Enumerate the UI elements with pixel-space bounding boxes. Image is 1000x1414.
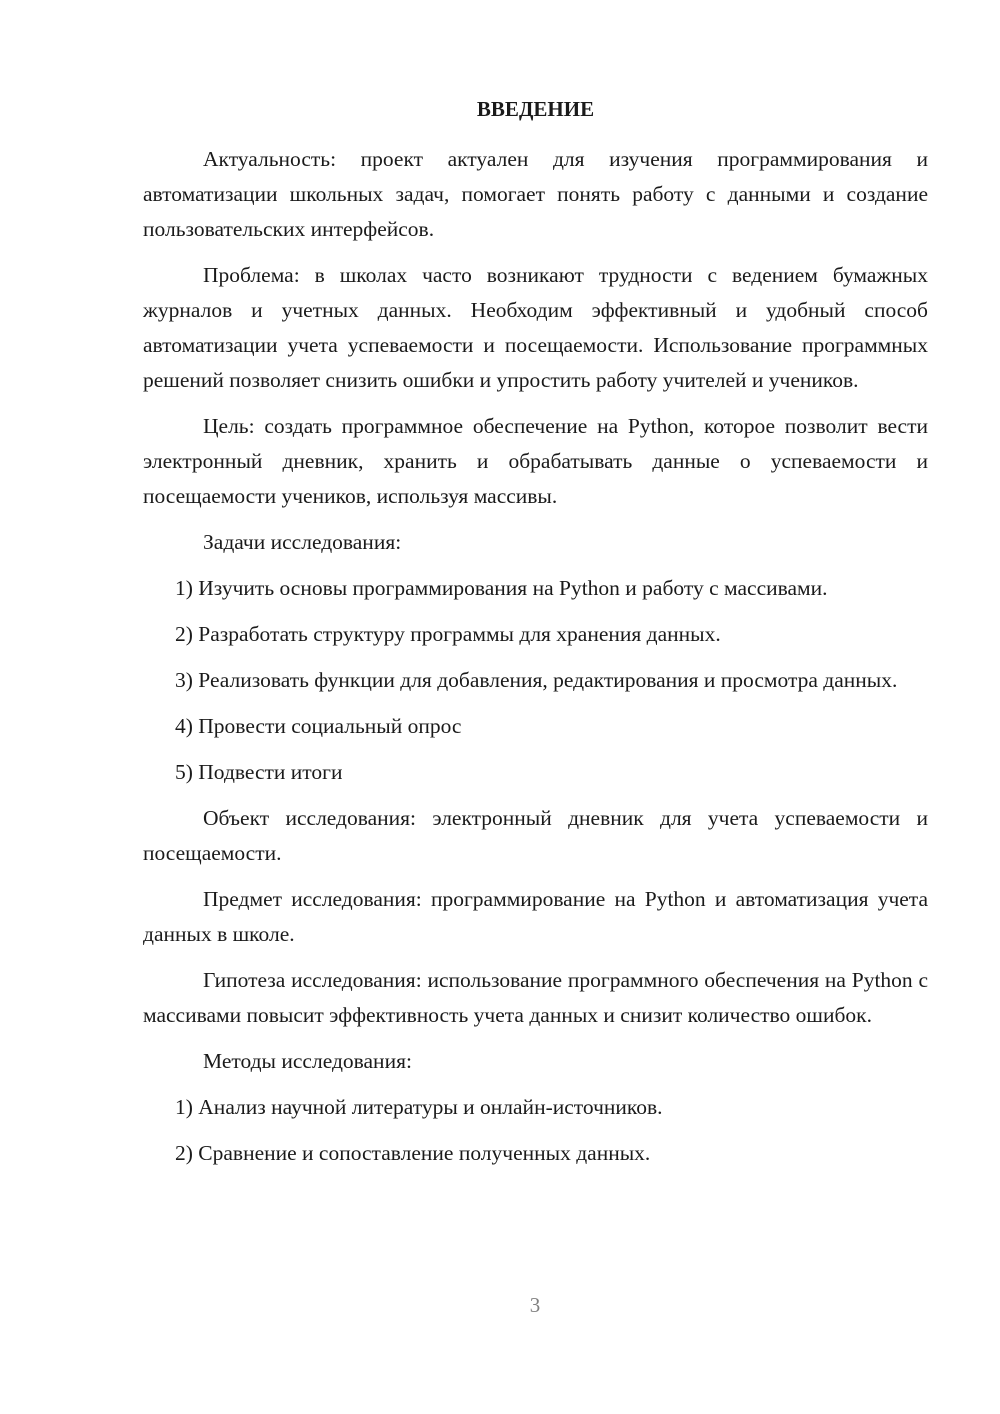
list-item-method-1: 1) Анализ научной литературы и онлайн-источников. xyxy=(175,1095,663,1119)
list-item-task-1: 1) Изучить основы программирования на Python и работу с массивами. xyxy=(175,576,828,600)
paragraph-problem: Проблема: в школах часто возникают трудности с ведением бумажных журналов и учетных данных. Необходим эффективный и удобный способ автоматизации учета успеваемости и посещаемости. Использование программных решений позволяет снизить ошибки и упростить работу учителей и учеников. xyxy=(143,263,928,392)
section-title: ВВЕДЕНИЕ xyxy=(476,97,595,121)
paragraph-hypothesis: Гипотеза исследования: использование программного обеспечения на Python с массивами повысит эффективность учета данных и снизит количество ошибок. xyxy=(143,968,928,1027)
list-item-method-2: 2) Сравнение и сопоставление полученных данных. xyxy=(175,1141,651,1165)
paragraph-methods-heading: Методы исследования: xyxy=(203,1049,412,1073)
document-page xyxy=(143,92,928,1182)
paragraph-goal: Цель: создать программное обеспечение на Python, которое позволит вести электронный дневник, хранить и обрабатывать данные о успеваемости и посещаемости учеников, используя массивы. xyxy=(143,414,928,508)
list-item-task-5: 5) Подвести итоги xyxy=(175,760,343,784)
paragraph-subject: Предмет исследования: программирование на Python и автоматизация учета данных в школе. xyxy=(143,887,928,946)
list-item-task-4: 4) Провести социальный опрос xyxy=(175,714,462,738)
paragraph-tasks-heading: Задачи исследования: xyxy=(203,530,402,554)
page-number: 3 xyxy=(529,1293,541,1317)
list-item-task-3: 3) Реализовать функции для добавления, редактирования и просмотра данных. xyxy=(175,668,898,692)
list-item-task-2: 2) Разработать структуру программы для хранения данных. xyxy=(175,622,721,646)
paragraph-relevance: Актуальность: проект актуален для изучения программирования и автоматизации школьных задач, помогает понять работу с данными и создание пользовательских интерфейсов. xyxy=(143,147,928,241)
paragraph-object: Объект исследования: электронный дневник для учета успеваемости и посещаемости. xyxy=(143,806,928,865)
